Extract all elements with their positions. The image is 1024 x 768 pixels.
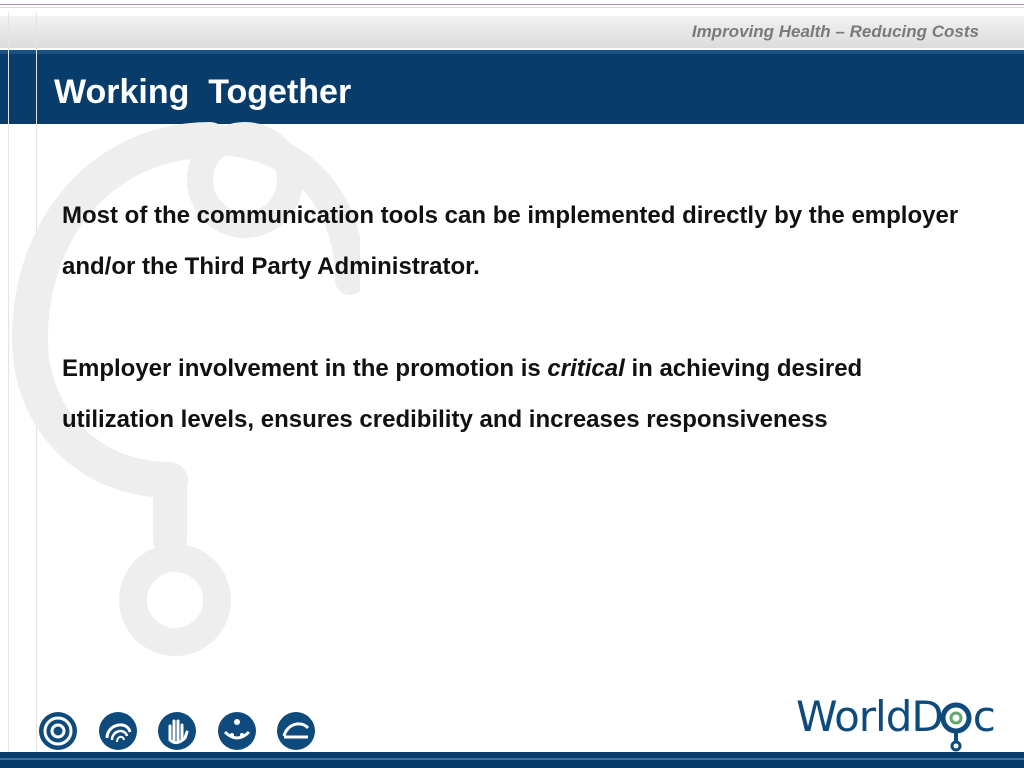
- stethoscope-logo-icon: [936, 700, 976, 752]
- paragraph-tools: Most of the communication tools can be implemented directly by the employer and/or the Third Party Administrator.: [62, 202, 959, 280]
- body-text: [62, 190, 962, 445]
- footer-band: [0, 752, 1024, 768]
- slide-title: Working Together: [54, 73, 352, 111]
- circle-swirl-icon: [37, 710, 79, 752]
- fingerprint-icon: [97, 710, 139, 752]
- hand-icon: [156, 710, 198, 752]
- logo-tail: c: [972, 692, 995, 741]
- wave-icon: [275, 710, 317, 752]
- paragraph-involvement-end: in achieving desired utilization levels, ensures credibility and increases responsiveness: [62, 355, 863, 433]
- top-rule: [0, 4, 1024, 5]
- paragraph-involvement: [62, 343, 962, 445]
- paragraph-involvement-start: Employer involvement in the promotion is: [62, 355, 548, 382]
- emphasis-critical: critical: [547, 355, 625, 382]
- logo-text: WorldD: [796, 692, 943, 741]
- face-icon: [216, 710, 258, 752]
- top-rule-secondary: [0, 7, 1024, 8]
- tagline: Improving Health – Reducing Costs: [691, 22, 979, 41]
